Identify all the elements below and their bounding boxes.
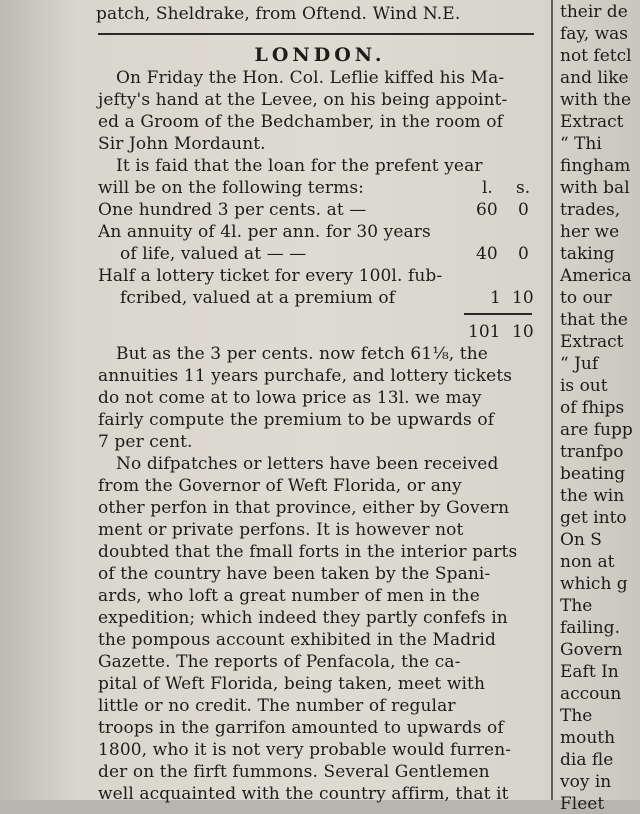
right-column-line: America bbox=[560, 266, 632, 286]
loan-term-label: Half a lottery ticket for every 100l. fub- bbox=[98, 266, 443, 286]
right-column-line: Eaft In bbox=[560, 662, 619, 682]
right-column-line: not fetcl bbox=[560, 46, 632, 66]
right-column-line: the win bbox=[560, 486, 625, 506]
para3-line: But as the 3 per cents. now fetch 61⅛, the bbox=[116, 344, 488, 364]
loan-term-label: of life, valued at — — bbox=[120, 244, 307, 264]
right-column-line: accoun bbox=[560, 684, 622, 704]
loan-term-shillings: 0 bbox=[518, 244, 529, 264]
para4-line: from the Governor of Weft Florida, or any bbox=[98, 476, 462, 496]
loan-term-pounds: 40 bbox=[476, 244, 498, 264]
right-column-line: mouth bbox=[560, 728, 616, 748]
para4-line: 1800, who it is not very probable would furren- bbox=[98, 740, 512, 760]
loan-term-label: An annuity of 4l. per ann. for 30 years bbox=[98, 222, 431, 242]
right-column-line: are fupp bbox=[560, 420, 633, 440]
right-column-line: Fleet bbox=[560, 794, 605, 814]
right-column-line: Govern bbox=[560, 640, 623, 660]
right-column-line: is out bbox=[560, 376, 608, 396]
total-pounds: 101 bbox=[468, 322, 501, 342]
para2-line: will be on the following terms: bbox=[98, 178, 364, 198]
right-column-line: Extract bbox=[560, 332, 624, 352]
right-column-line: dia fle bbox=[560, 750, 614, 770]
right-column-line: The bbox=[560, 596, 593, 616]
right-column-line: of fhips bbox=[560, 398, 625, 418]
para4-line: pital of Weft Florida, being taken, meet with bbox=[98, 674, 486, 694]
para1-line: Sir John Mordaunt. bbox=[98, 134, 266, 154]
para3-line: annuities 11 years purchafe, and lottery tickets bbox=[98, 366, 513, 386]
right-column-line: fay, was bbox=[560, 24, 628, 44]
para4-line: other perfon in that province, either by Govern bbox=[98, 498, 510, 518]
para4-line: well acquainted with the country affirm, that it bbox=[98, 784, 509, 804]
para3-line: 7 per cent. bbox=[98, 432, 193, 452]
total-shillings: 10 bbox=[512, 322, 534, 342]
right-column-line: failing. bbox=[560, 618, 620, 638]
right-column-line: non at bbox=[560, 552, 615, 572]
para4-line: the pompous account exhibited in the Madrid bbox=[98, 630, 496, 650]
column-divider bbox=[551, 0, 553, 800]
right-column-line: voy in bbox=[560, 772, 612, 792]
right-column-line: get into bbox=[560, 508, 627, 528]
para4-line: ment or private perfons. It is however not bbox=[98, 520, 464, 540]
loan-term-shillings: 10 bbox=[512, 288, 534, 308]
unit-shillings: s. bbox=[516, 178, 531, 198]
right-column-line: her we bbox=[560, 222, 620, 242]
loan-term-pounds: 1 bbox=[490, 288, 501, 308]
right-column-line: tranfpo bbox=[560, 442, 624, 462]
para4-line: troops in the garrifon amounted to upwards of bbox=[98, 718, 504, 738]
right-column-line: that the bbox=[560, 310, 628, 330]
unit-pounds: l. bbox=[482, 178, 493, 198]
para4-line: Gazette. The reports of Penfacola, the ca- bbox=[98, 652, 461, 672]
right-column-line: which g bbox=[560, 574, 628, 594]
para4-line: der on the firft fummons. Several Gentlemen bbox=[98, 762, 490, 782]
right-column-line: The bbox=[560, 706, 593, 726]
right-column-line: their de bbox=[560, 2, 628, 22]
para4-line: of the country have been taken by the Spani- bbox=[98, 564, 491, 584]
para4-line: doubted that the fmall forts in the interior parts bbox=[98, 542, 518, 562]
right-column-line: trades, bbox=[560, 200, 621, 220]
para4-line: No difpatches or letters have been received bbox=[116, 454, 499, 474]
para1-line: jefty's hand at the Levee, on his being appoint- bbox=[98, 90, 508, 110]
right-column-line: Extract bbox=[560, 112, 624, 132]
section-divider bbox=[98, 33, 534, 35]
right-column bbox=[556, 0, 640, 814]
para4-line: ards, who loft a great number of men in the bbox=[98, 586, 480, 606]
para3-line: fairly compute the premium to be upwards of bbox=[98, 410, 495, 430]
loan-term-shillings: 0 bbox=[518, 200, 529, 220]
loan-term-label: One hundred 3 per cents. at — bbox=[98, 200, 367, 220]
right-column-line: with the bbox=[560, 90, 632, 110]
section-heading: LONDON. bbox=[254, 44, 386, 66]
para2-line: It is faid that the loan for the prefent year bbox=[116, 156, 483, 176]
right-column-line: with bal bbox=[560, 178, 630, 198]
right-column-line: beating bbox=[560, 464, 626, 484]
para3-line: do not come at to lowa price as 13l. we may bbox=[98, 388, 482, 408]
para4-line: little or no credit. The number of regular bbox=[98, 696, 456, 716]
loan-term-pounds: 60 bbox=[476, 200, 498, 220]
para4-line: expedition; which indeed they partly confefs in bbox=[98, 608, 508, 628]
right-column-line: On S bbox=[560, 530, 602, 550]
right-column-line: taking bbox=[560, 244, 615, 264]
total-rule bbox=[464, 313, 532, 315]
right-column-line: “ Thi bbox=[560, 134, 602, 154]
shipping-news-line: patch, Sheldrake, from Oftend. Wind N.E. bbox=[96, 4, 461, 24]
main-column bbox=[92, 0, 548, 804]
para1-line: On Friday the Hon. Col. Leflie kiffed his Ma- bbox=[116, 68, 505, 88]
right-column-line: fingham bbox=[560, 156, 631, 176]
right-column-line: and like bbox=[560, 68, 629, 88]
para1-line: ed a Groom of the Bedchamber, in the room of bbox=[98, 112, 504, 132]
right-column-line: to our bbox=[560, 288, 612, 308]
right-column-line: “ Juf bbox=[560, 354, 599, 374]
loan-term-label: fcribed, valued at a premium of bbox=[120, 288, 396, 308]
